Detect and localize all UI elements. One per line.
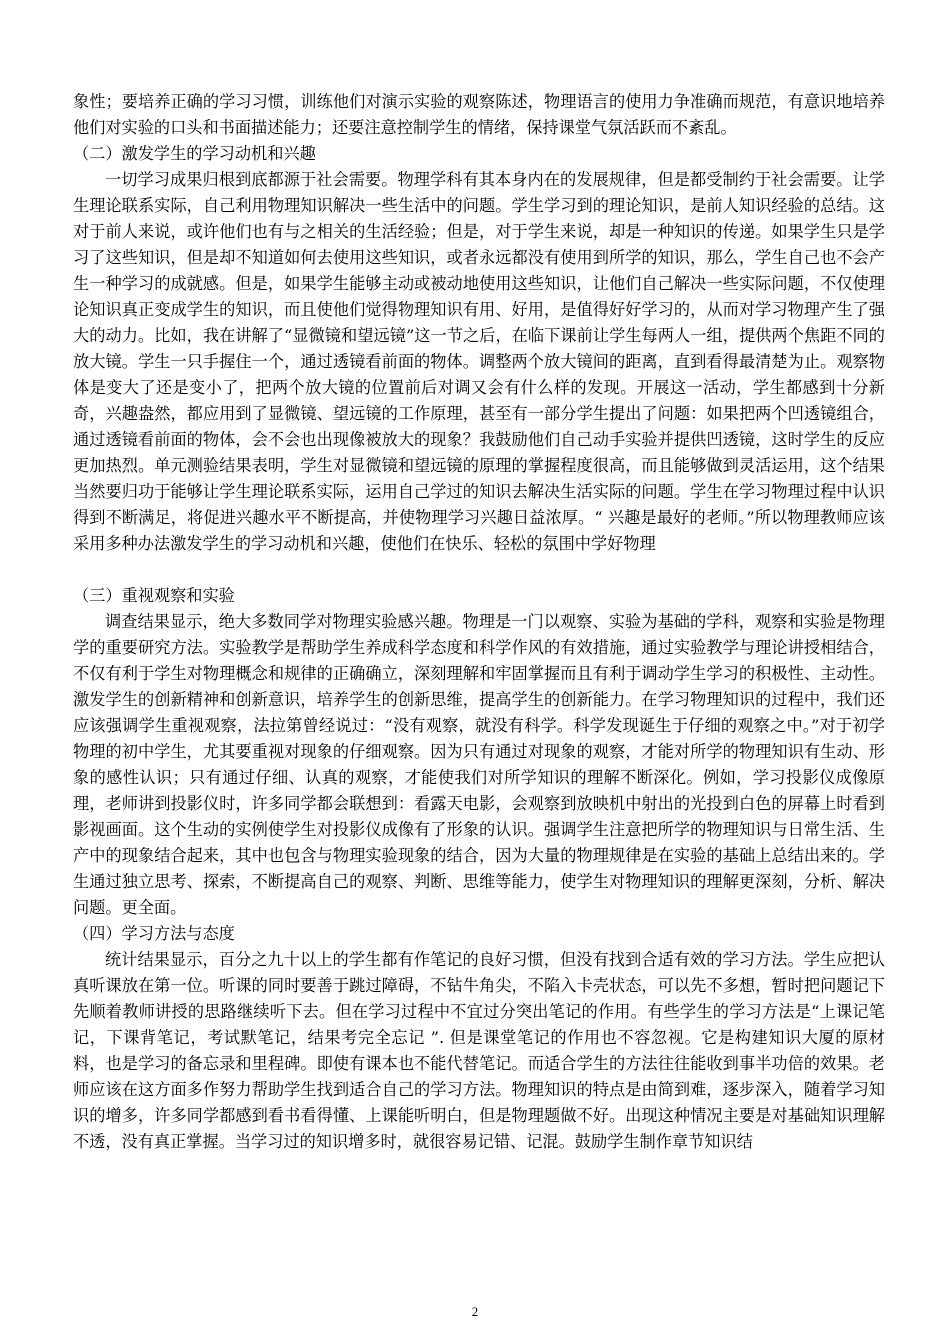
continuation-paragraph: 象性；要培养正确的学习习惯，训练他们对演示实验的观察陈述，物理语言的使用力争准确而规范，有意识地培养他们对实验的口头和书面描述能力；还要注意控制学生的情绪，保持课堂气氛活跃而不紊乱。 (73, 92, 885, 137)
page-number: 2 (471, 1304, 479, 1319)
section-gap (73, 557, 885, 583)
section-body-4: 统计结果显示，百分之九十以上的学生都有作笔记的良好习惯，但没有找到合适有效的学习方法。学生应把认真听课放在第一位。听课的同时要善于跳过障碍，不钻牛角尖，不陷入卡壳状态，可以先不多想，暂时把问题记下先顺着教师讲授的思路继续听下去。但在学习过程中不宜过分突出笔记的作用。有些学生的学习方法是“上课记笔记，下课背笔记，考试默笔记，结果考完全忘记 ”. 但是课堂笔记的作用也不容忽视。它是构建知识大厦的原材料，也是学习的备忘录和里程碑。即使有课本也不能代替笔记。而适合学生的方法往往能收到事半功倍的效果。老师应该在这方面多作努力帮助学生找到适合自己的学习方法。物理知识的特点是由简到难，逐步深入，随着学习知识的增多，许多同学都感到看书看得懂、上课能听明白，但是物理题做不好。出现这种情况主要是对基础知识理解不透，没有真正掌握。当学习过的知识增多时，就很容易记错、记混。鼓励学生制作章节知识结 (73, 950, 885, 1151)
section-body-3: 调查结果显示，绝大多数同学对物理实验感兴趣。物理是一门以观察、实验为基础的学科，观察和实验是物理学的重要研究方法。实验教学是帮助学生养成科学态度和科学作风的有效措施，通过实验教学与理论讲授相结合，不仅有利于学生对物理概念和规律的正确确立，深刻理解和牢固掌握而且有利于调动学生学习的积极性、主动性。激发学生的创新精神和创新意识，培养学生的创新思维，提高学生的创新能力。在学习物理知识的过程中，我们还应该强调学生重视观察，法拉第曾经说过：“没有观察，就没有科学。科学发现诞生于仔细的观察之中。”对于初学物理的初中学生，尤其要重视对现象的仔细观察。因为只有通过对现象的观察，才能对所学的物理知识有生动、形象的感性认识；只有通过仔细、认真的观察，才能使我们对所学知识的理解不断深化。例如，学习投影仪成像原理，老师讲到投影仪时，许多同学都会联想到：看露天电影，会观察到放映机中射出的光投到白色的屏幕上时看到影视画面。这个生动的实例使学生对投影仪成像有了形象的认识。强调学生注意把所学的物理知识与日常生活、生产中的现象结合起来，其中也包含与物理实验现象的结合，因为大量的物理规律是在实验的基础上总结出来的。学生通过独立思考、探索，不断提高自己的观察、判断、思维等能力，使学生对物理知识的理解更深刻，分析、解决问题。更全面。 (73, 612, 885, 917)
document-page (73, 89, 885, 1155)
section-body-2: 一切学习成果归根到底都源于社会需要。物理学科有其本身内在的发展规律，但是都受制约于社会需要。让学生理论联系实际，自己利用物理知识解决一些生活中的问题。学生学习到的理论知识，是前人知识经验的总结。这对于前人来说，或许他们也有与之相关的生活经验；但是，对于学生来说，却是一种知识的传递。如果学生只是学习了这些知识，但是却不知道如何去使用这些知识，或者永远都没有使用到所学的知识，那么，学生自己也不会产生一种学习的成就感。但是，如果学生能够主动或被动地使用这些知识，让他们自己解决一些实际问题，不仅使理论知识真正变成学生的知识，而且使他们觉得物理知识有用、好用，是值得好好学习的，从而对学习物理产生了强大的动力。比如，我在讲解了“显微镜和望远镜”这一节之后，在临下课前让学生每两人一组，提供两个焦距不同的放大镜。学生一只手握住一个，通过透镜看前面的物体。调整两个放大镜间的距离，直到看得最清楚为止。观察物体是变大了还是变小了，把两个放大镜的位置前后对调又会有什么样的发现。开展这一活动，学生都感到十分新奇，兴趣盎然，都应用到了显微镜、望远镜的工作原理，甚至有一部分学生提出了问题：如果把两个凹透镜组合，通过透镜看前面的物体，会不会也出现像被放大的现象？我鼓励他们自己动手实验并提供凹透镜，这时学生的反应更加热烈。单元测验结果表明，学生对显微镜和望远镜的原理的掌握程度很高，而且能够做到灵活运用，这个结果当然要归功于能够让学生理论联系实际，运用自己学过的知识去解决生活实际的问题。学生在学习物理过程中认识得到不断满足，将促进兴趣水平不断提高，并使物理学习兴趣日益浓厚。“ 兴趣是最好的老师。”所以物理教师应该采用多种办法激发学生的学习动机和兴趣，使他们在快乐、轻松的氛围中学好物理 (73, 170, 885, 553)
section-heading-3: （三）重视观察和实验 (73, 586, 235, 605)
section-heading-4: （四）学习方法与态度 (73, 924, 235, 943)
section-heading-2: （二）激发学生的学习动机和兴趣 (73, 144, 316, 163)
